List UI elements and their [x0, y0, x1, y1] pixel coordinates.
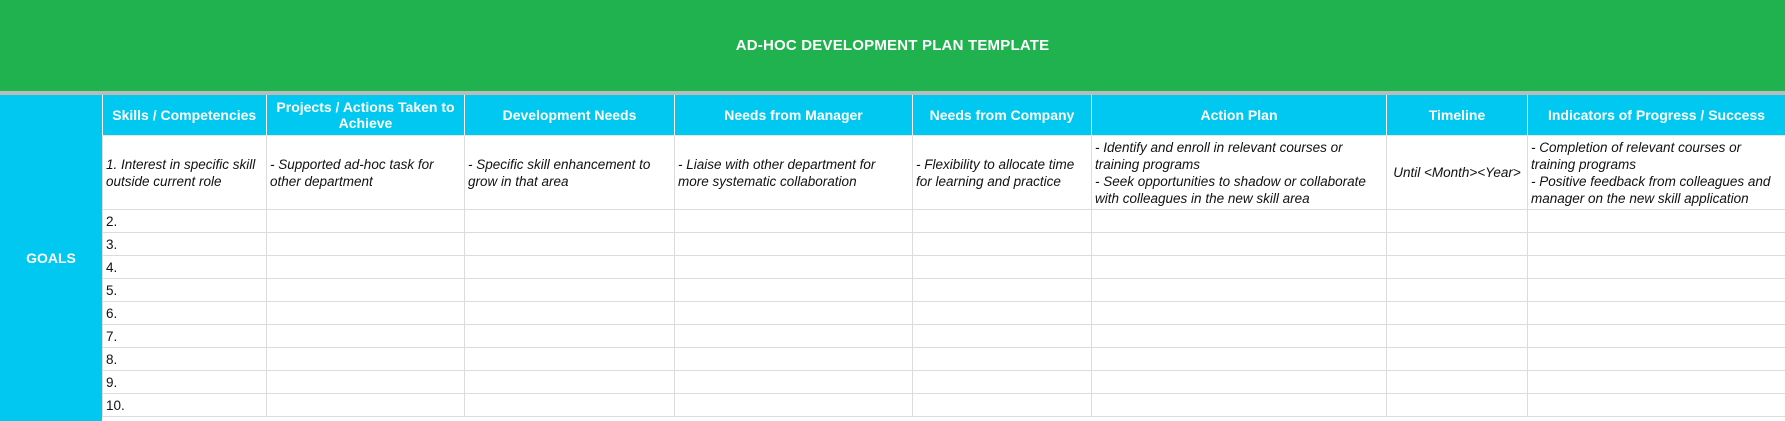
- table-row: [103, 302, 1785, 325]
- empty-cell[interactable]: [465, 348, 675, 371]
- table-row: [103, 279, 1785, 302]
- empty-cell[interactable]: [1528, 302, 1785, 325]
- row-number[interactable]: 9.: [103, 371, 267, 394]
- empty-cell[interactable]: [1387, 348, 1528, 371]
- empty-cell[interactable]: [465, 279, 675, 302]
- cell-development-needs[interactable]: - Specific skill enhancement to grow in that area: [465, 136, 675, 210]
- row-number[interactable]: 7.: [103, 325, 267, 348]
- empty-cell[interactable]: [913, 256, 1092, 279]
- empty-cell[interactable]: [1092, 325, 1387, 348]
- empty-cell[interactable]: [1387, 302, 1528, 325]
- table-row: [103, 348, 1785, 371]
- cell-action-plan[interactable]: [1092, 136, 1387, 210]
- cell-needs-company[interactable]: - Flexibility to allocate time for learning and practice: [913, 136, 1092, 210]
- header-row: [103, 95, 1785, 136]
- empty-cell[interactable]: [465, 371, 675, 394]
- empty-cell[interactable]: [1387, 279, 1528, 302]
- empty-cell[interactable]: [1387, 325, 1528, 348]
- row-number[interactable]: 10.: [103, 394, 267, 417]
- table-row: [103, 210, 1785, 233]
- empty-cell[interactable]: [675, 256, 913, 279]
- table-row: [103, 371, 1785, 394]
- development-plan-table: [102, 95, 1785, 417]
- row-number[interactable]: 4.: [103, 256, 267, 279]
- empty-cell[interactable]: [267, 256, 465, 279]
- empty-cell[interactable]: [267, 325, 465, 348]
- row-number[interactable]: 3.: [103, 233, 267, 256]
- col-header-indicators: Indicators of Progress / Success: [1528, 95, 1785, 136]
- empty-cell[interactable]: [675, 348, 913, 371]
- col-header-needs-manager: Needs from Manager: [675, 95, 913, 136]
- row-number[interactable]: 2.: [103, 210, 267, 233]
- empty-cell[interactable]: [465, 302, 675, 325]
- empty-cell[interactable]: [1387, 394, 1528, 417]
- col-header-skills: Skills / Competencies: [103, 95, 267, 136]
- empty-cell[interactable]: [675, 279, 913, 302]
- empty-cell[interactable]: [1528, 325, 1785, 348]
- cell-skill[interactable]: 1. Interest in specific skill outside current role: [103, 136, 267, 210]
- col-header-needs-company: Needs from Company: [913, 95, 1092, 136]
- empty-cell[interactable]: [1528, 348, 1785, 371]
- action-plan-line: - Seek opportunities to shadow or collaborate with colleagues in the new skill area: [1095, 173, 1366, 206]
- empty-cell[interactable]: [913, 302, 1092, 325]
- empty-cell[interactable]: [913, 279, 1092, 302]
- empty-cell[interactable]: [675, 325, 913, 348]
- empty-cell[interactable]: [267, 394, 465, 417]
- empty-cell[interactable]: [675, 233, 913, 256]
- empty-cell[interactable]: [267, 210, 465, 233]
- empty-cell[interactable]: [267, 302, 465, 325]
- empty-cell[interactable]: [1528, 394, 1785, 417]
- goals-label: GOALS: [26, 250, 76, 266]
- indicator-line: - Completion of relevant courses or training programs: [1531, 139, 1742, 172]
- empty-cell[interactable]: [913, 348, 1092, 371]
- empty-cell[interactable]: [1092, 256, 1387, 279]
- row-number[interactable]: 6.: [103, 302, 267, 325]
- row-number[interactable]: 8.: [103, 348, 267, 371]
- empty-cell[interactable]: [913, 233, 1092, 256]
- empty-cell[interactable]: [465, 210, 675, 233]
- empty-cell[interactable]: [1092, 233, 1387, 256]
- col-header-development-needs: Development Needs: [465, 95, 675, 136]
- col-header-action-plan: Action Plan: [1092, 95, 1387, 136]
- cell-indicators[interactable]: [1528, 136, 1785, 210]
- empty-cell[interactable]: [913, 210, 1092, 233]
- empty-cell[interactable]: [1387, 233, 1528, 256]
- example-row: [103, 136, 1785, 210]
- row-number[interactable]: 5.: [103, 279, 267, 302]
- goals-side-label: [0, 95, 102, 421]
- empty-cell[interactable]: [1092, 371, 1387, 394]
- empty-cell[interactable]: [267, 279, 465, 302]
- empty-cell[interactable]: [1528, 279, 1785, 302]
- indicator-line: - Positive feedback from colleagues and manager on the new skill application: [1531, 173, 1771, 206]
- empty-cell[interactable]: [465, 233, 675, 256]
- col-header-timeline: Timeline: [1387, 95, 1528, 136]
- empty-cell[interactable]: [1387, 256, 1528, 279]
- page-title: AD-HOC DEVELOPMENT PLAN TEMPLATE: [735, 37, 1050, 54]
- empty-cell[interactable]: [267, 348, 465, 371]
- table-row: [103, 325, 1785, 348]
- action-plan-line: - Identify and enroll in relevant courses or training programs: [1095, 139, 1343, 172]
- empty-cell[interactable]: [675, 302, 913, 325]
- empty-cell[interactable]: [1387, 210, 1528, 233]
- empty-cell[interactable]: [1092, 302, 1387, 325]
- cell-needs-manager[interactable]: - Liaise with other department for more systematic collaboration: [675, 136, 913, 210]
- col-header-projects: Projects / Actions Taken to Achieve: [267, 95, 465, 136]
- empty-cell[interactable]: [1092, 348, 1387, 371]
- empty-cell[interactable]: [267, 233, 465, 256]
- empty-cell[interactable]: [1092, 394, 1387, 417]
- empty-cell[interactable]: [913, 394, 1092, 417]
- empty-cell[interactable]: [913, 371, 1092, 394]
- empty-cell[interactable]: [1528, 210, 1785, 233]
- cell-projects[interactable]: - Supported ad-hoc task for other department: [267, 136, 465, 210]
- empty-cell[interactable]: [675, 371, 913, 394]
- empty-cell[interactable]: [1528, 371, 1785, 394]
- empty-cell[interactable]: [1092, 279, 1387, 302]
- empty-cell[interactable]: [1092, 210, 1387, 233]
- empty-cell[interactable]: [465, 256, 675, 279]
- empty-cell[interactable]: [1528, 233, 1785, 256]
- empty-cell[interactable]: [1387, 371, 1528, 394]
- title-banner: [0, 0, 1785, 91]
- empty-cell[interactable]: [465, 394, 675, 417]
- empty-cell[interactable]: [465, 325, 675, 348]
- table-row: [103, 233, 1785, 256]
- table-row: [103, 394, 1785, 417]
- empty-cell[interactable]: [675, 210, 913, 233]
- empty-cell[interactable]: [913, 325, 1092, 348]
- empty-cell[interactable]: [675, 394, 913, 417]
- empty-cell[interactable]: [267, 371, 465, 394]
- cell-timeline[interactable]: Until <Month><Year>: [1387, 136, 1528, 210]
- empty-cell[interactable]: [1528, 256, 1785, 279]
- table-row: [103, 256, 1785, 279]
